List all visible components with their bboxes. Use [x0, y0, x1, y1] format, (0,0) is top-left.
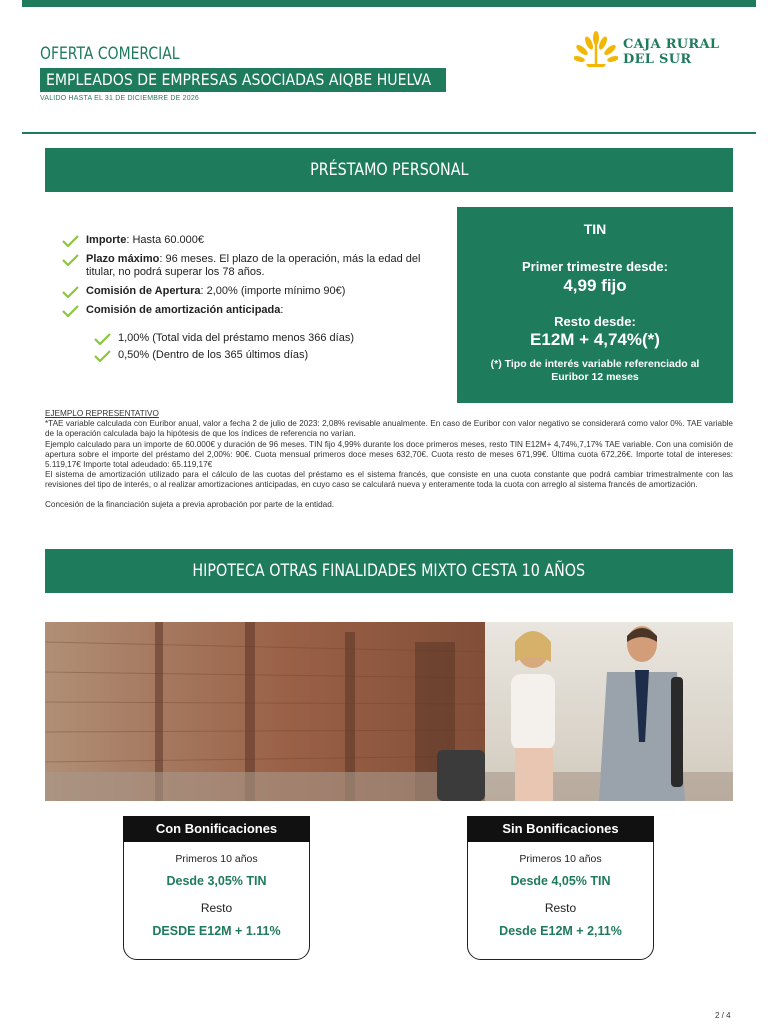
top-accent-bar: [22, 0, 756, 7]
legal-paragraph: Concesión de la financiación sujeta a previa aprobación por parte de la entidad.: [45, 499, 335, 509]
caja-rural-logo: [574, 30, 724, 70]
con-bonificaciones-card: [123, 816, 310, 960]
subcondition-text: 0,50% (Dentro de los 365 últimos días): [118, 349, 309, 361]
list-item: [62, 304, 442, 317]
legal-paragraph: *TAE variable calculada con Euribor anual, valor a fecha 2 de julio de 2023: 2,08% revisable anualmente. En caso de Euribor con valor negativo se considerará como valor 0%. TAE variable de la operación calculada bajo la hipótesis de que los índices de referencia no varían.: [45, 419, 733, 439]
validity-note: VALIDO HASTA EL 31 DE DICIEMBRE DE 2026: [40, 95, 200, 102]
card-title: Con Bonificaciones: [123, 816, 310, 842]
prestamo-banner-title: PRÉSTAMO PERSONAL: [309, 160, 469, 180]
offer-subtitle: EMPLEADOS DE EMPRESAS ASOCIADAS AIQBE HUELVA: [46, 70, 432, 89]
condition-text: : Hasta 60.000€: [126, 234, 205, 246]
tin-rest-value: E12M + 4,74%(*): [530, 330, 660, 349]
tin-footnote: (*) Tipo de interés variable referenciado al Euribor 12 meses: [490, 358, 700, 383]
subcondition-text: 1,00% (Total vida del préstamo menos 366 días): [118, 332, 355, 344]
tin-rest-label: Resto desde:: [554, 314, 636, 329]
card-variable-rate: Desde E12M + 2,11%: [499, 924, 622, 938]
offer-subtitle-banner: [40, 68, 446, 92]
list-item: [94, 332, 354, 345]
list-item: [62, 285, 442, 298]
check-icon: [94, 350, 111, 362]
check-icon: [62, 235, 79, 247]
card-variable-rate: DESDE E12M + 1.11%: [152, 924, 281, 938]
wheat-sheaf-icon: [574, 30, 618, 68]
legal-heading: EJEMPLO REPRESENTATIVO: [45, 409, 159, 418]
prestamo-conditions-list: [62, 234, 442, 323]
logo-line-1: CAJA RURAL: [623, 37, 720, 52]
logo-line-2: DEL SUR: [623, 52, 692, 67]
check-icon: [62, 305, 79, 317]
prestamo-banner: [45, 148, 733, 192]
logo-wordmark: [623, 37, 719, 67]
card-title: Sin Bonificaciones: [467, 816, 654, 842]
card-fixed-rate: Desde 3,05% TIN: [166, 874, 267, 888]
condition-label: Comisión de Apertura: [86, 285, 201, 297]
card-rest-label: Resto: [544, 901, 577, 915]
business-people-photo: [45, 622, 733, 801]
sin-bonificaciones-card: [467, 816, 654, 960]
header-divider: [22, 132, 756, 134]
tin-heading: TIN: [583, 221, 607, 237]
tin-first-value: 4,99 fijo: [563, 276, 627, 295]
list-item: [62, 234, 442, 247]
check-icon: [94, 333, 111, 345]
amortization-fee-list: [94, 332, 354, 366]
representative-example: [45, 409, 733, 510]
card-fixed-rate: Desde 4,05% TIN: [510, 874, 611, 888]
condition-label: Importe: [86, 234, 127, 246]
condition-text: : 2,00% (importe mínimo 90€): [200, 285, 346, 297]
card-period: Primeros 10 años: [519, 853, 602, 865]
check-icon: [62, 286, 79, 298]
page-number: 2 / 4: [715, 1011, 731, 1020]
condition-text: : 96 meses. El plazo de la operación, más la edad del titular, no podrá superar los 78 años.: [86, 253, 421, 278]
hipoteca-banner: [45, 549, 733, 593]
photo-illustration: [45, 622, 733, 801]
card-period: Primeros 10 años: [175, 853, 258, 865]
card-rest-label: Resto: [200, 901, 233, 915]
tin-first-label: Primer trimestre desde:: [522, 259, 668, 274]
hipoteca-banner-title: HIPOTECA OTRAS FINALIDADES MIXTO CESTA 10 AÑOS: [192, 561, 586, 581]
legal-paragraph: Ejemplo calculado para un importe de 60.000€ y duración de 96 meses. TIN fijo 4,99% durante los doce primeros meses, resto TIN E12M+ 4,74%,7,17% TAE variable. Con una comisión de apertura sobre el importe del préstamo del 2,00%: 90€. Cuota mensual primeros doce meses 632,70€. Cuota resto de meses 671,99€. Última cuota 672,26€. Importe total de intereses: 5.119,17€ Importe total adeudado: 65.119,17€: [45, 439, 733, 470]
tin-rate-box: [457, 207, 733, 403]
condition-label: Plazo máximo: [86, 253, 160, 265]
list-item: [94, 349, 354, 362]
condition-label: Comisión de amortización anticipada: [86, 304, 281, 316]
offer-title: OFERTA COMERCIAL: [40, 44, 180, 64]
check-icon: [62, 254, 79, 266]
legal-paragraph: El sistema de amortización utilizado para el cálculo de las cuotas del préstamo es el sistema francés, que consiste en una cuota constante que podrá cambiar trimestralmente con las revisiones del tipo de interés, o al realizar amortizaciones anticipadas, en cuyo caso se calculará nueva y enteramente toda la cuota con arreglo al sistema francés de amortización.: [45, 470, 733, 490]
condition-text: :: [280, 304, 284, 316]
list-item: [62, 253, 442, 279]
